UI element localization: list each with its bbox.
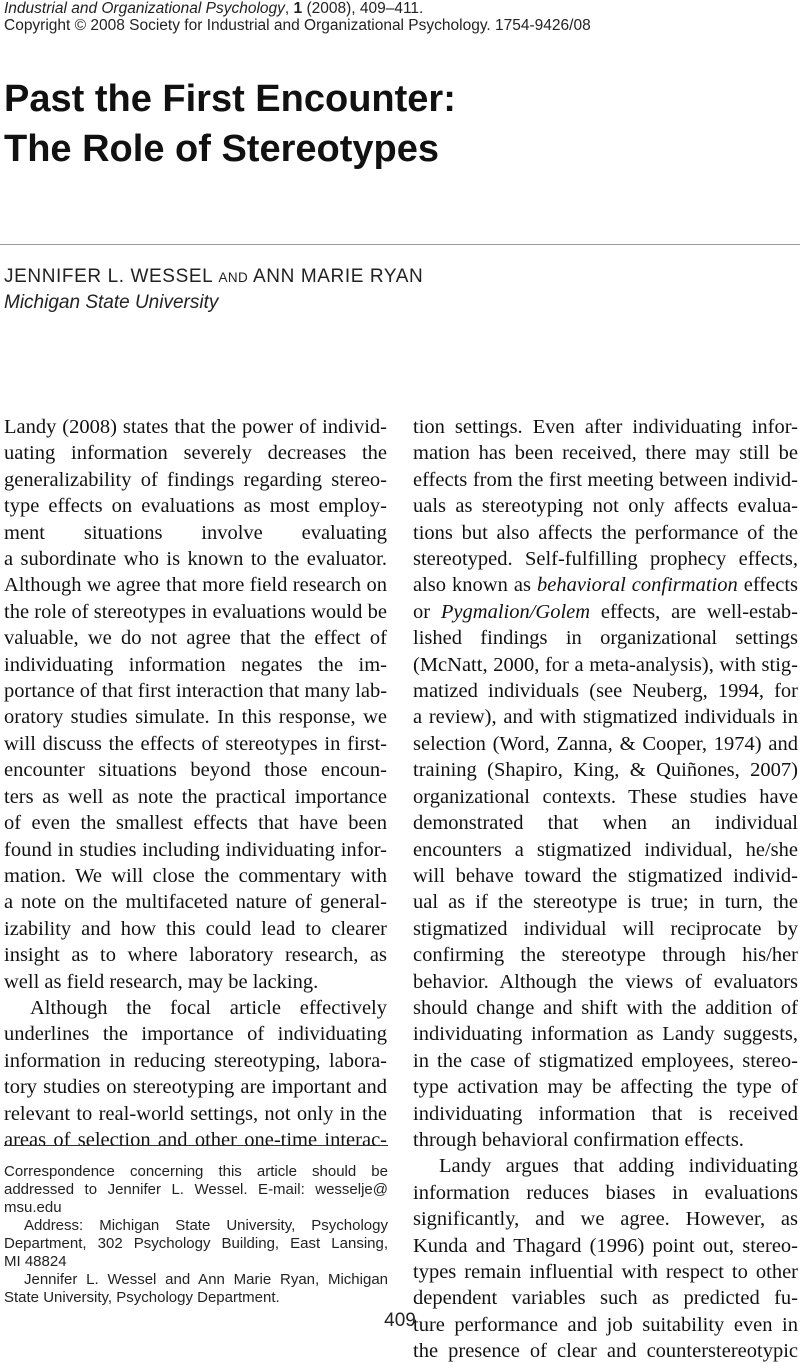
text-line: through behavioral confirmation effects. [413, 1128, 744, 1151]
text-line: stigmatized individual will reciprocate by [413, 917, 798, 940]
text-line: Kunda and Thagard (1996) point out, stereo- [413, 1234, 798, 1257]
text-line: significantly, and we agree. However, as [413, 1208, 798, 1231]
journal-name: Industrial and Organizational Psychology [4, 0, 285, 17]
text-line: of even the smallest effects that have been [4, 812, 387, 835]
text-line: tions but also affects the performance of the [413, 521, 798, 544]
text-run: effects, are well-estab- [590, 600, 798, 623]
text-line: encounter situations beyond those encoun- [4, 759, 387, 782]
author-2: ANN MARIE RYAN [253, 266, 424, 287]
page-number: 409 [384, 1310, 416, 1331]
text-line: Although we agree that more field research on [4, 574, 387, 597]
text-run: also known as [413, 574, 537, 597]
author-line [4, 265, 794, 290]
text-line: type effects on evaluations as most employ- [4, 495, 387, 518]
text-line: ual as if the stereotype is true; in turn, the [413, 891, 798, 914]
text-line: well as field research, may be lacking. [4, 970, 319, 993]
text-line: dependent variables such as predicted fu- [413, 1287, 798, 1310]
footnote-line: msu.edu [4, 1199, 62, 1216]
text-line: in the case of stigmatized employees, stereo- [413, 1049, 798, 1072]
italic-term: Pygmalion/Golem [440, 600, 591, 623]
article-title [4, 74, 794, 174]
footnote-line: MI 48824 [4, 1253, 67, 1270]
text-line: valuable, we do not agree that the effect of [4, 627, 387, 650]
text-line: relevant to real-world settings, not only in the [4, 1102, 387, 1125]
text-line: a review), and with stigmatized individuals in [413, 706, 798, 729]
text-line: confirming the stereotype through his/her [413, 944, 798, 967]
text-line: should change and shift with the addition of [413, 996, 798, 1019]
text-line: ters as well as note the practical importance [4, 785, 387, 808]
body-column-right [413, 414, 798, 1365]
text-line: encounters a stigmatized individual, he/she [413, 838, 798, 861]
text-line: a note on the multifaceted nature of general- [4, 891, 387, 914]
author-conjunction: AND [218, 270, 249, 285]
text-line: found in studies including individuating infor- [4, 838, 387, 861]
italic-term: behavioral confirmation [536, 574, 738, 597]
text-line: (McNatt, 2000, for a meta-analysis), with stig- [413, 653, 798, 676]
footnote-divider [4, 1145, 388, 1146]
text-line: training (Shapiro, King, & Quiñones, 2007) [413, 759, 798, 782]
text-line: will behave toward the stigmatized individ- [413, 864, 798, 887]
text-line: type activation may be affecting the type of [413, 1076, 798, 1099]
title-divider [0, 244, 800, 245]
text-line: types remain influential with respect to other [413, 1261, 798, 1283]
footnote-line: Jennifer L. Wessel and Ann Marie Ryan, Michigan [24, 1271, 388, 1288]
text-line: behavior. Although the views of evaluators [413, 970, 798, 993]
text-line: areas of selection and other one-time interac- [4, 1128, 387, 1151]
text-line: demonstrated that when an individual [413, 812, 798, 835]
text-line: insight as to where laboratory research, as [4, 944, 387, 967]
footnote-line: Department, 302 Psychology Building, East Lansing, [4, 1235, 388, 1252]
text-line: individuating information as Landy suggests, [413, 1023, 798, 1046]
footnote-line: Address: Michigan State University, Psychology [24, 1217, 388, 1234]
text-line: matized individuals (see Neuberg, 1994, for [413, 680, 798, 703]
affiliation: Michigan State University [4, 292, 219, 313]
footnote-line: State University, Psychology Department. [4, 1289, 280, 1306]
footnote-line: Correspondence concerning this article should be [4, 1163, 388, 1180]
text-line: mation has been received, there may still be [413, 442, 798, 465]
text-line: underlines the importance of individuating [4, 1023, 387, 1046]
text-line: lished findings in organizational settings [413, 627, 798, 650]
text-line: mation. We will close the commentary with [4, 864, 387, 887]
text-line: ture performance and job suitability even in [413, 1313, 798, 1336]
text-line: organizational contexts. These studies have [413, 785, 798, 808]
body-column-left [4, 414, 387, 1153]
text-line: effects from the first meeting between individ- [413, 468, 798, 491]
volume-number: 1 [293, 0, 303, 17]
footnote-line: addressed to Jennifer L. Wessel. E-mail: wesselje@ [4, 1181, 388, 1198]
text-line: individuating information that is received [413, 1102, 798, 1125]
text-line: information reduces biases in evaluations [413, 1181, 798, 1204]
text-line: tion settings. Even after individuating infor- [413, 416, 798, 438]
text-line: oratory studies simulate. In this response, we [4, 706, 387, 729]
text-line: the role of stereotypes in evaluations would be [4, 600, 387, 623]
text-line [413, 572, 798, 598]
text-line: tory studies on stereotyping are important and [4, 1076, 387, 1099]
running-header [4, 0, 794, 34]
text-line: Landy argues that adding individuating [439, 1155, 798, 1178]
text-line: generalizability of findings regarding stereo- [4, 468, 387, 491]
text-line: uals as stereotyping not only affects evalua- [413, 495, 798, 518]
author-1: JENNIFER L. WESSEL [4, 266, 213, 287]
text-line [413, 599, 798, 625]
text-line: selection (Word, Zanna, & Cooper, 1974) and [413, 732, 798, 755]
text-run: or [413, 600, 441, 623]
text-line: will discuss the effects of stereotypes in first- [4, 732, 387, 755]
text-line: stereotyped. Self-fulfilling prophecy effects, [413, 548, 798, 571]
text-line: uating information severely decreases the [4, 442, 387, 465]
year-pages: (2008), 409–411. [302, 0, 424, 17]
text-run: effects [737, 574, 798, 597]
text-line: portance of that first interaction that many lab- [4, 680, 388, 703]
title-line-2: The Role of Stereotypes [4, 128, 439, 170]
text-line: izability and how this could lead to clearer [4, 917, 387, 940]
text-line: Landy (2008) states that the power of individ- [4, 416, 387, 438]
text-line: Although the focal article effectively [30, 996, 387, 1019]
text-line: ment situations involve evaluating [4, 521, 387, 544]
citation-line: Industrial and Organizational Psychology, 1 (2008), 409–411. [4, 0, 424, 17]
copyright-line: Copyright © 2008 Society for Industrial and Organizational Psychology. 1754-9426/08 [4, 17, 591, 34]
text-line: information in reducing stereotyping, labora- [4, 1049, 387, 1072]
text-line: individuating information negates the im- [4, 653, 387, 676]
text-line: a subordinate who is known to the evaluator. [4, 548, 387, 571]
text-line: the presence of clear and counterstereotypic [413, 1340, 798, 1363]
title-line-1: Past the First Encounter: [4, 78, 456, 120]
footnote [4, 1163, 388, 1307]
